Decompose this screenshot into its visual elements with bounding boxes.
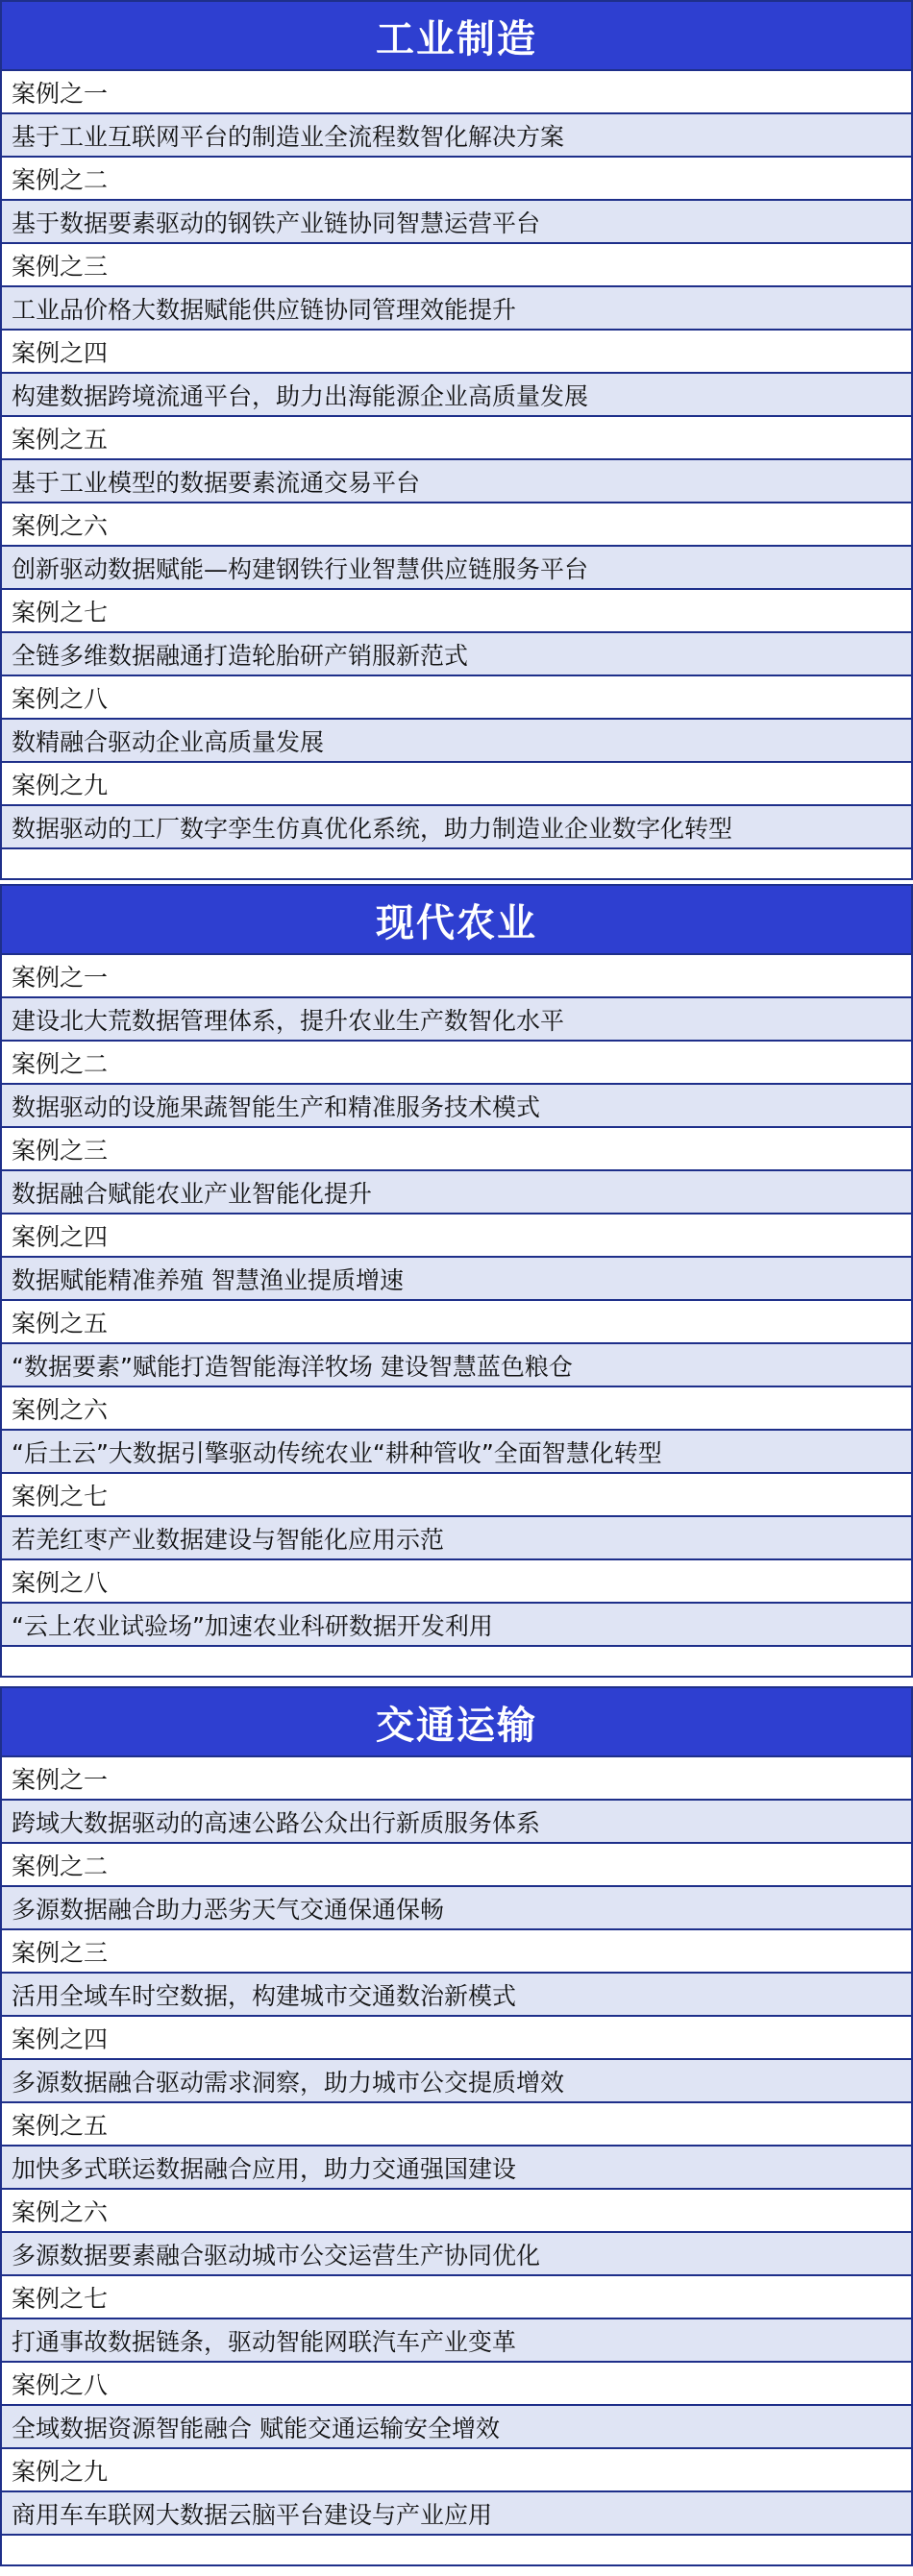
case-title: 多源数据融合驱动需求洞察，助力城市公交提质增效: [2, 2058, 911, 2101]
case-title: 基于工业模型的数据要素流通交易平台: [2, 458, 911, 502]
case-title: 数据赋能精准养殖 智慧渔业提质增速: [2, 1256, 911, 1299]
case-label: 案例之六: [2, 2188, 911, 2231]
case-label: 案例之二: [2, 156, 911, 199]
case-label: 案例之二: [2, 1842, 911, 1885]
case-label: 案例之三: [2, 1928, 911, 1972]
case-title: 全链多维数据融通打造轮胎研产销服新范式: [2, 631, 911, 675]
case-title: 加快多式联运数据融合应用，助力交通强国建设: [2, 2145, 911, 2188]
case-label: 案例之五: [2, 1299, 911, 1342]
section-footer-row: [2, 2534, 911, 2564]
case-title: 数据驱动的工厂数字孪生仿真优化系统，助力制造业企业数字化转型: [2, 804, 911, 847]
case-label: 案例之三: [2, 242, 911, 285]
case-title: 数精融合驱动企业高质量发展: [2, 718, 911, 761]
case-label: 案例之一: [2, 1755, 911, 1799]
section-footer-row: [2, 1645, 911, 1676]
case-label: 案例之五: [2, 415, 911, 458]
case-title: 全域数据资源智能融合 赋能交通运输安全增效: [2, 2404, 911, 2447]
case-label: 案例之三: [2, 1126, 911, 1169]
case-label: 案例之八: [2, 1558, 911, 1602]
case-title: 创新驱动数据赋能—构建钢铁行业智慧供应链服务平台: [2, 545, 911, 588]
case-title: 建设北大荒数据管理体系，提升农业生产数智化水平: [2, 996, 911, 1040]
case-title: 构建数据跨境流通平台，助力出海能源企业高质量发展: [2, 372, 911, 415]
case-label: 案例之七: [2, 1472, 911, 1515]
case-title: 基于数据要素驱动的钢铁产业链协同智慧运营平台: [2, 199, 911, 242]
case-title: 打通事故数据链条，驱动智能网联汽车产业变革: [2, 2318, 911, 2361]
section-title: 现代农业: [2, 886, 911, 953]
case-label: 案例之七: [2, 2274, 911, 2318]
case-label: 案例之六: [2, 1386, 911, 1429]
case-label: 案例之九: [2, 2447, 911, 2490]
case-title: 基于工业互联网平台的制造业全流程数智化解决方案: [2, 112, 911, 156]
section-modern-agriculture: [0, 884, 913, 1678]
section-transportation: [0, 1686, 913, 2566]
case-title: 工业品价格大数据赋能供应链协同管理效能提升: [2, 285, 911, 329]
case-label: 案例之四: [2, 329, 911, 372]
case-title: 活用全域车时空数据，构建城市交通数治新模式: [2, 1972, 911, 2015]
case-label: 案例之八: [2, 2361, 911, 2404]
section-footer-row: [2, 847, 911, 878]
case-label: 案例之四: [2, 2015, 911, 2058]
case-label: 案例之二: [2, 1040, 911, 1083]
case-title: 商用车车联网大数据云脑平台建设与产业应用: [2, 2490, 911, 2534]
case-label: 案例之一: [2, 953, 911, 996]
section-industrial-manufacturing: [0, 0, 913, 880]
case-title: “云上农业试验场”加速农业科研数据开发利用: [2, 1602, 911, 1645]
section-title: 交通运输: [2, 1688, 911, 1755]
case-label: 案例之六: [2, 502, 911, 545]
case-title: 数据驱动的设施果蔬智能生产和精准服务技术模式: [2, 1083, 911, 1126]
case-label: 案例之八: [2, 675, 911, 718]
case-title: “数据要素”赋能打造智能海洋牧场 建设智慧蓝色粮仓: [2, 1342, 911, 1386]
case-label: 案例之一: [2, 69, 911, 112]
section-title: 工业制造: [2, 2, 911, 69]
case-title: 跨域大数据驱动的高速公路公众出行新质服务体系: [2, 1799, 911, 1842]
case-title: 若羌红枣产业数据建设与智能化应用示范: [2, 1515, 911, 1558]
case-label: 案例之四: [2, 1213, 911, 1256]
case-title: “后土云”大数据引擎驱动传统农业“耕种管收”全面智慧化转型: [2, 1429, 911, 1472]
case-title: 多源数据要素融合驱动城市公交运营生产协同优化: [2, 2231, 911, 2274]
case-label: 案例之五: [2, 2101, 911, 2145]
case-label: 案例之九: [2, 761, 911, 804]
case-label: 案例之七: [2, 588, 911, 631]
case-title: 数据融合赋能农业产业智能化提升: [2, 1169, 911, 1213]
case-title: 多源数据融合助力恶劣天气交通保通保畅: [2, 1885, 911, 1928]
